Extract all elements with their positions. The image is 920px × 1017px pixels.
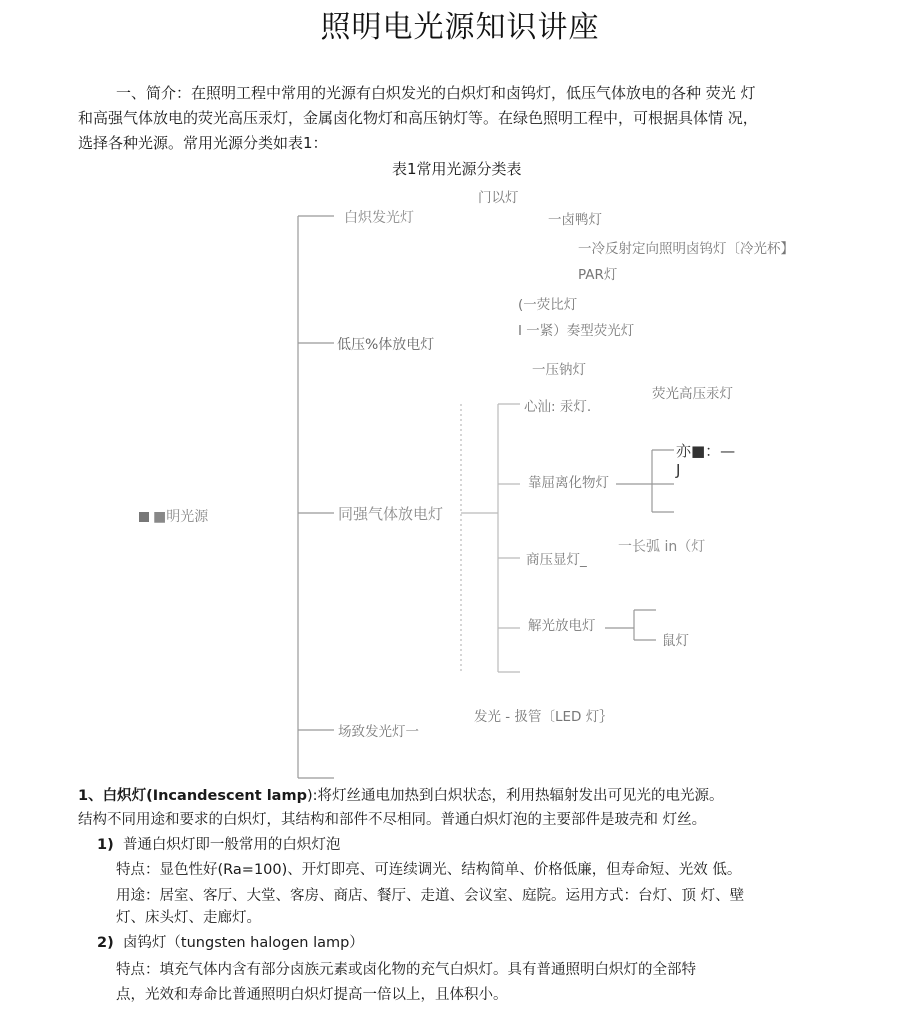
item-1-uses-line-2: 灯、床头灯、走廊灯。 <box>116 910 261 926</box>
node-fluorescent: (一荧比灯 <box>518 297 578 313</box>
node-compact: I 一紧）奏型荧光灯 <box>518 323 635 339</box>
node-j: J <box>676 461 681 479</box>
item-1-heading: 1) 普通白炽灯即一般常用的白炽灯泡 <box>97 837 341 853</box>
item-2-features-line-1: 特点：填充气体内含有部分卤族元素或卤化物的充气白炽灯。具有普通照明白炽灯的全部特 <box>116 962 696 978</box>
node-induction: 解光放电灯 <box>528 618 596 634</box>
page-title: 照明电光源知识讲座 <box>320 10 600 45</box>
square-bullet-icon <box>139 512 149 522</box>
node-hid: 同强气体放电灯 <box>338 505 444 523</box>
node-par: PAR灯 <box>578 267 618 283</box>
node-hp-display: 商压显灯_ <box>526 552 587 568</box>
section-1-line-2: 结构不同用途和要求的白炽灯，其结构和部件不尽相同。普通白炽灯泡的主要部件是玻壳和 灯丝。 <box>78 812 707 828</box>
section-1-heading: 1、白炽灯(Incandescent lamp):将灯丝通电加热到白炽状态，利用热辐射发出可见光的电光源。 <box>78 788 724 804</box>
node-field: 场致发光灯一 <box>338 724 419 740</box>
item-1-features: 特点：显色性好(Ra=100)、开灯即亮、可连续调光、结构简单、价格低廉，但寿命短、光效 低。 <box>116 862 742 878</box>
intro-line-1: 一、简介：在照明工程中常用的光源有白炽发光的白炽灯和卤钨灯，低压气体放电的各种 荧光 灯 <box>116 84 756 102</box>
node-root: ■明光源 <box>139 506 208 526</box>
intro-line-2: 和高强气体放电的荧光高压汞灯，金属卤化物灯和高压钠灯等。在绿色照明工程中，可根据具体情 况， <box>78 109 758 127</box>
table-caption: 表1常用光源分类表 <box>392 160 522 178</box>
node-led: 发光 - 扱管〔LED 灯｝ <box>474 709 613 725</box>
node-xenon: 鼠灯 <box>662 633 689 649</box>
node-low-sodium: 一压钠灯 <box>532 362 586 378</box>
node-hg-high: 荧光高压汞灯 <box>652 386 733 402</box>
node-low-pressure: 低压%体放电灯 <box>337 337 435 353</box>
intro-line-3: 选择各种光源。常用光源分类如表1： <box>78 134 328 152</box>
node-mercury: 心汕: 汞灯. <box>524 399 592 415</box>
item-1-uses-line-1: 用途：居室、客厅、大堂、客房、商店、餐厅、走道、会议室、庭院。运用方式：台灯、顶 灯、壁 <box>116 888 745 904</box>
node-long-arc: 一长弧 in（灯 <box>618 539 706 555</box>
node-ordinary: 门以灯 <box>478 190 519 206</box>
node-metal-halide: 靠屈离化物灯 <box>528 475 609 491</box>
node-cold-reflector: 一冷反射定向照明卤钨灯〔冷光杯】 <box>578 241 794 257</box>
node-halogen: 一卤鸭灯 <box>548 212 602 228</box>
item-2-features-line-2: 点，光效和寿命比普通照明白炽灯提高一倍以上，且体积小。 <box>116 987 508 1003</box>
node-incandescent: 白炽发光灯 <box>344 210 414 226</box>
node-yi: 亦■：— <box>676 442 736 460</box>
item-2-heading: 2) 卤钨灯（tungsten halogen lamp） <box>97 935 364 951</box>
